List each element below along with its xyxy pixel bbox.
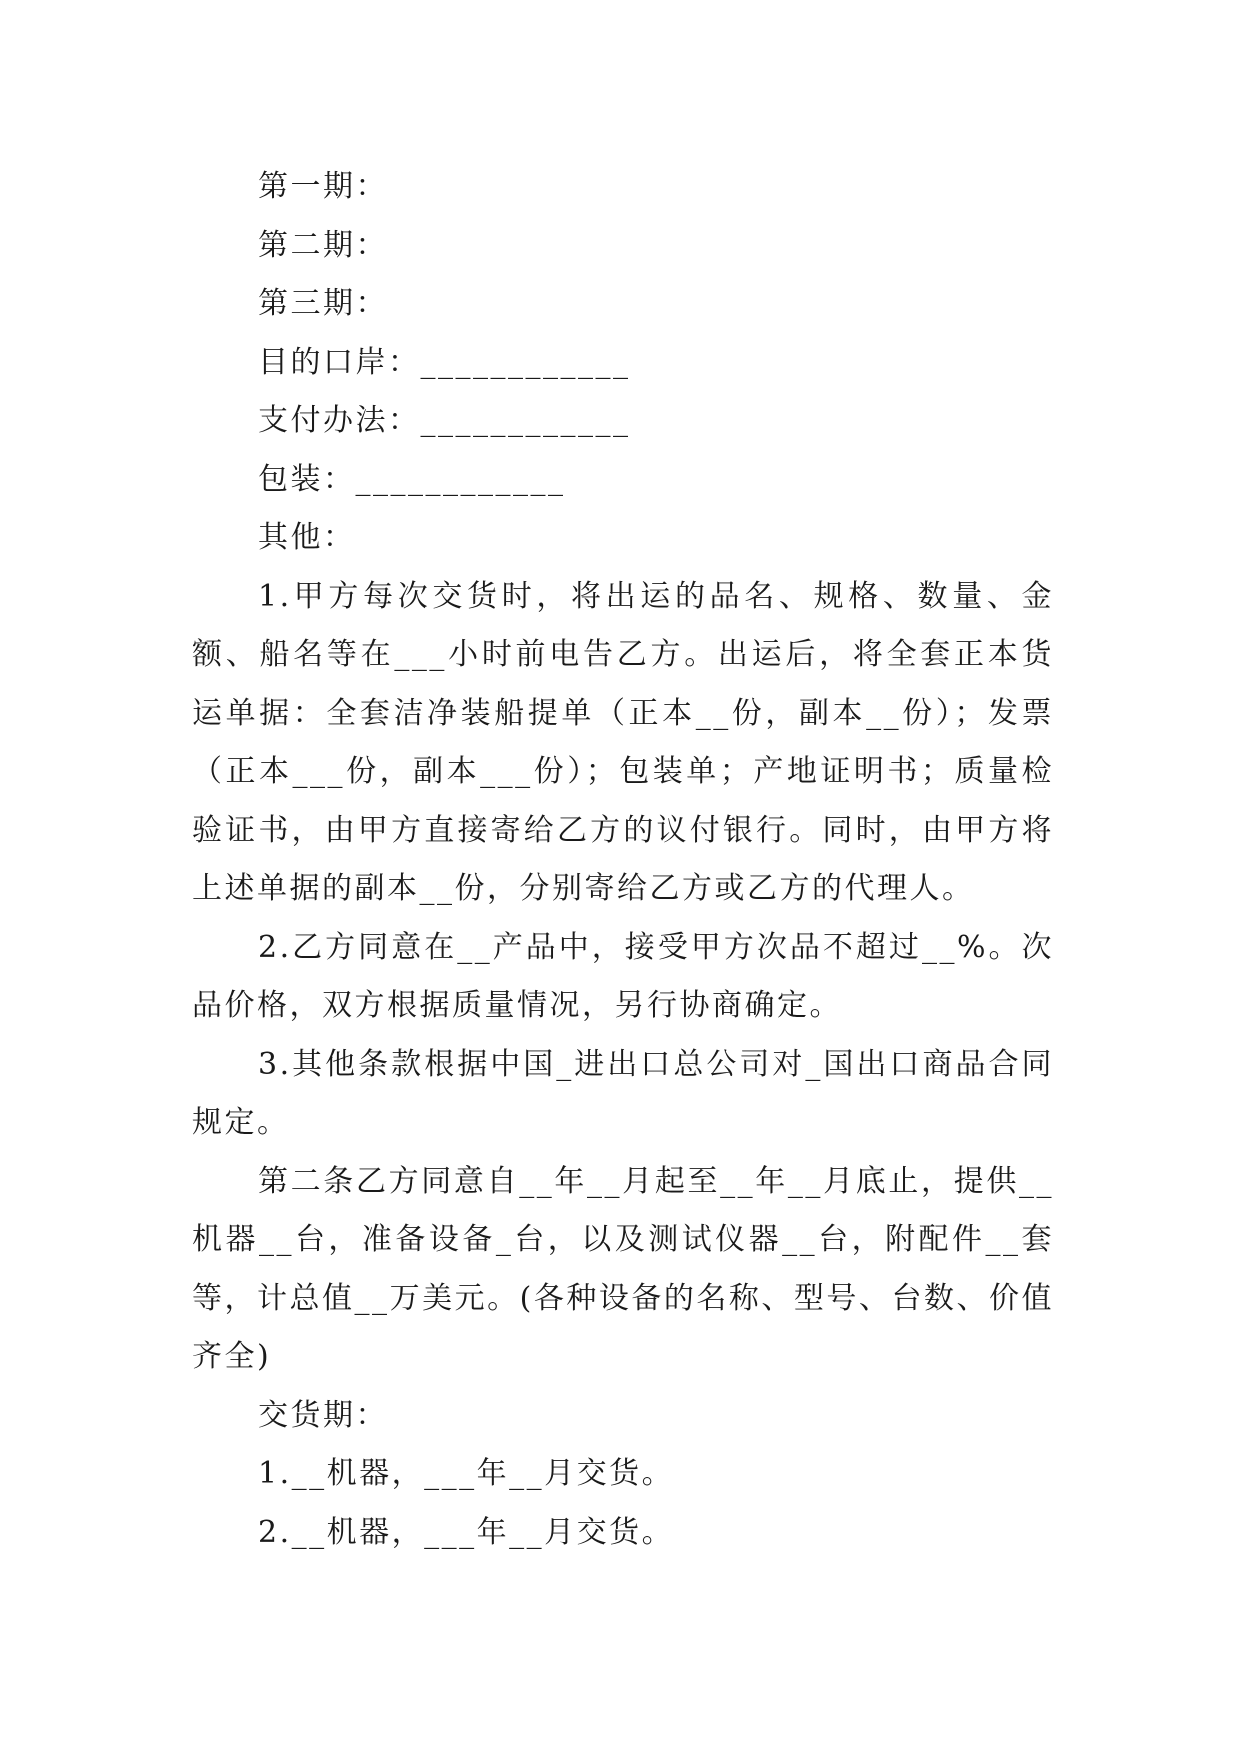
article-two-paragraph: 第二条乙方同意自__年__月起至__年__月底止，提供__机器__台，准备设备_台，以及测试仪器__台，附配件__套等，计总值__万美元。(各种设备的名称、型号、台数、价值齐全) bbox=[192, 1163, 1054, 1374]
clause-item-3: 3.其他条款根据中国_进出口总公司对_国出口商品合同规定。 bbox=[192, 1046, 1054, 1140]
destination-port-line: 目的口岸：____________ bbox=[258, 344, 631, 380]
other-line: 其他： bbox=[258, 520, 356, 555]
packing-line: 包装：____________ bbox=[258, 461, 566, 497]
delivery-period-title: 交货期： bbox=[258, 1397, 388, 1433]
delivery-item-2: 2.__机器，___年__月交货。 bbox=[258, 1514, 675, 1550]
clause-item-1: 1.甲方每次交货时，将出运的品名、规格、数量、金额、船名等在___小时前电告乙方。出运后，将全套正本货运单据：全套洁净装船提单（正本__份，副本__份）；发票（正本___份，副本___份）；包装单；产地证明书；质量检验证书，由甲方直接寄给乙方的议付银行。同时，由甲方将上述单据的副本__份，分别寄给乙方或乙方的代理人。 bbox=[192, 578, 1054, 906]
phase-1-line: 第一期： bbox=[258, 169, 388, 204]
phase-3-line: 第三期： bbox=[258, 286, 388, 321]
payment-method-line: 支付办法：____________ bbox=[258, 403, 631, 438]
phase-2-line: 第二期： bbox=[258, 227, 388, 263]
delivery-item-1: 1.__机器，___年__月交货。 bbox=[258, 1456, 675, 1491]
document-page bbox=[192, 158, 1054, 1562]
clause-item-2: 2.乙方同意在__产品中，接受甲方次品不超过__%。次品价格，双方根据质量情况，另行协商确定。 bbox=[192, 929, 1054, 1023]
